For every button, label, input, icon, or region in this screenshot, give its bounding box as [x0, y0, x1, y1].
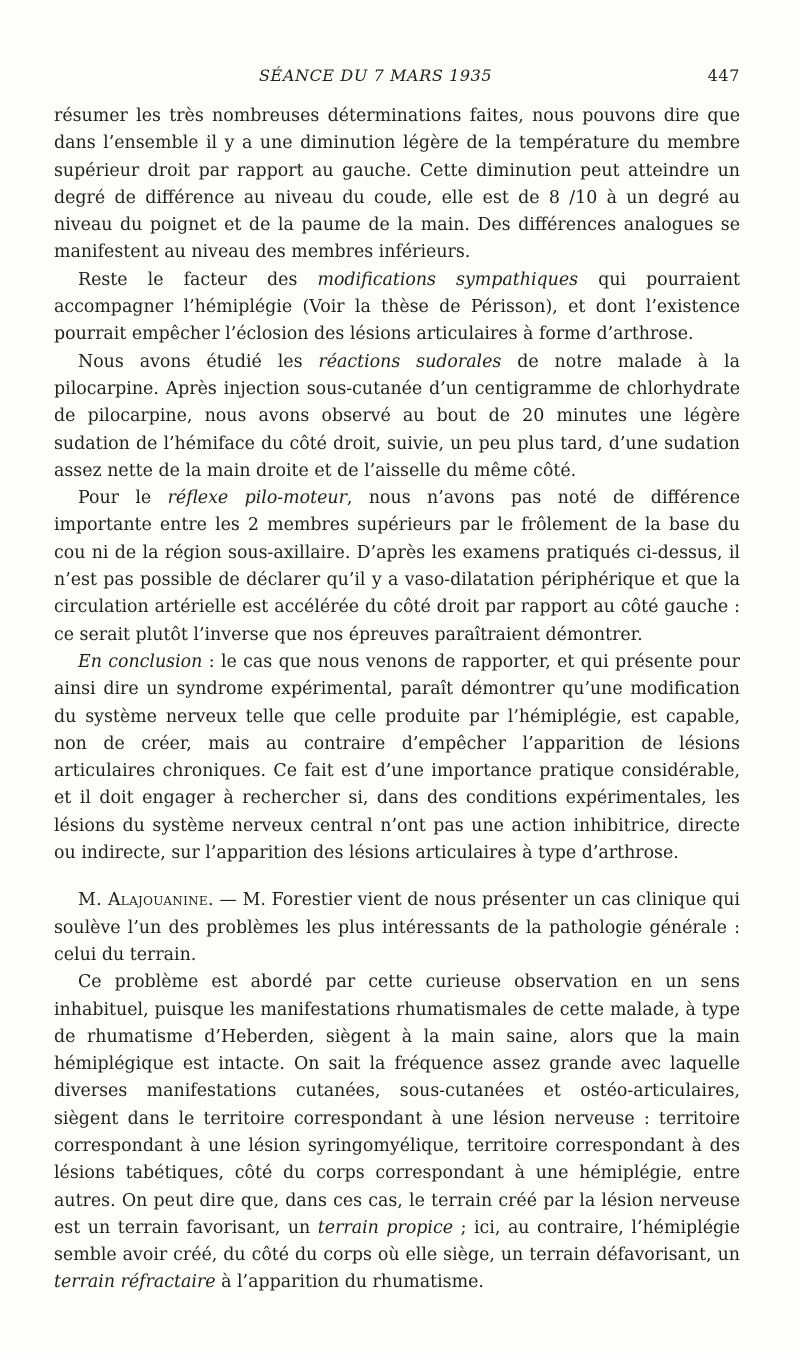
running-title: SÉANCE DU 7 MARS 1935 — [259, 66, 493, 85]
article-body — [54, 103, 740, 1297]
paragraph-text: , nous n’avons pas noté de différence importante entre les 2 membres supérieurs par le frôlement de la base du cou ni de la région sous-axillaire. D’après les examens pratiqués ci-dessus, il n’est pas possible de déclarer qu’il y a vaso-dilatation périphérique et que la circulation artérielle est accélérée du côté droit par rapport au côté gauche : ce serait plutôt l’inverse que nos épreuves paraîtraient démontrer. — [54, 488, 740, 645]
page-number: 447 — [707, 66, 740, 85]
paragraph-text: résumer les très nombreuses déterminations faites, nous pouvons dire que dans l’ensemble il y a une diminution légère de la température du membre supérieur droit par rapport au gauche. Cette diminution peut atteindre un degré de différence au niveau du coude, elle est de 8 /10 à un degré au niveau du poignet et de la paume de la main. Des différences analogues se manifestent au niveau des membres inférieurs. — [54, 106, 740, 263]
paragraph-text: de notre malade à la pilocarpine. Après injection sous-cutanée d’un centigramme de chlorhydrate de pilocarpine, nous avons observé au bout de 20 minutes une légère sudation de l’hémiface du côté droit, suivie, un peu plus tard, d’une sudation assez nette de la main droite et de l’aisselle du même côté. — [54, 351, 740, 481]
speaker-name: M. Alajouanine. — [78, 890, 214, 911]
paragraph-text: qui pourraient accompagner l’hémiplégie (Voir la thèse de Périsson), et dont l’existence pourrait empêcher l’éclosion des lésions articulaires à forme d’arthrose. — [54, 269, 741, 345]
paragraph-pilomotor — [54, 485, 740, 649]
paragraph-text: — M. Forestier vient de nous présenter un cas clinique qui soulève l’un des problèmes les plus intéressants de la pathologie générale : celui du terrain. — [54, 890, 740, 965]
paragraph-text: : le cas que nous venons de rapporter, et qui présente pour ainsi dire un syndrome expérimental, paraît démontrer qu’une modification du système nerveux telle que celle produite par l’hémiplégie, est capable, non de créer, mais au contraire d’empêcher l’apparition de lésions articulaires chroniques. Ce fait est d’une importance pratique considérable, et il doit engager à rechercher si, dans des conditions expérimentales, les lésions du système nerveux central n’ont pas une action inhibitrice, directe ou indirecte, sur l’apparition des lésions articulaires à type d’arthrose. — [54, 651, 740, 864]
emphasis-text: En conclusion — [78, 651, 203, 672]
paragraph-text: Pour le — [78, 488, 168, 509]
emphasis-text: terrain propice — [317, 1217, 454, 1238]
paragraph-text: Nous avons étudié les — [78, 351, 319, 372]
paragraph-temperature — [54, 103, 740, 267]
paragraph-conclusion — [54, 649, 740, 867]
paragraph-text: ; ici, au contraire, l’hémiplégie semble avoir créé, du côté du corps où elle siège, un terrain défavorisant, un — [54, 1217, 740, 1266]
paragraph-sympathetic — [54, 267, 740, 349]
paragraph-text: Ce problème est abordé par cette curieuse observation en un sens inhabituel, puisque les manifestations rhumatismales de cette malade, à type de rhumatisme d’Heberden, siègent à la main saine, alors que la main hémiplégique est intacte. On sait la fréquence assez grande avec laquelle diverses manifestations cutanées, sous-cutanées et ostéo-articulaires, siègent dans le territoire correspondant à une lésion nerveuse : territoire correspondant à une lésion syringomyélique, territoire correspondant à des lésions tabétiques, côté du corps correspondant à une hémiplégie, entre autres. On peut dire que, dans ces cas, le terrain créé par la lésion nerveuse est un terrain favorisant, un — [54, 972, 740, 1238]
paragraph-alajouanine — [54, 887, 740, 969]
emphasis-text: terrain réfractaire — [54, 1272, 216, 1293]
emphasis-text: modifications sympathiques — [317, 269, 579, 290]
emphasis-text: réactions sudorales — [318, 351, 502, 372]
emphasis-text: réflexe pilo-moteur — [167, 488, 347, 509]
paragraph-text: à l’apparition du rhumatisme. — [215, 1272, 484, 1293]
paragraph-text: Reste le facteur des — [78, 269, 318, 290]
paragraph-sudoral — [54, 349, 740, 485]
paragraph-terrain — [54, 969, 740, 1297]
